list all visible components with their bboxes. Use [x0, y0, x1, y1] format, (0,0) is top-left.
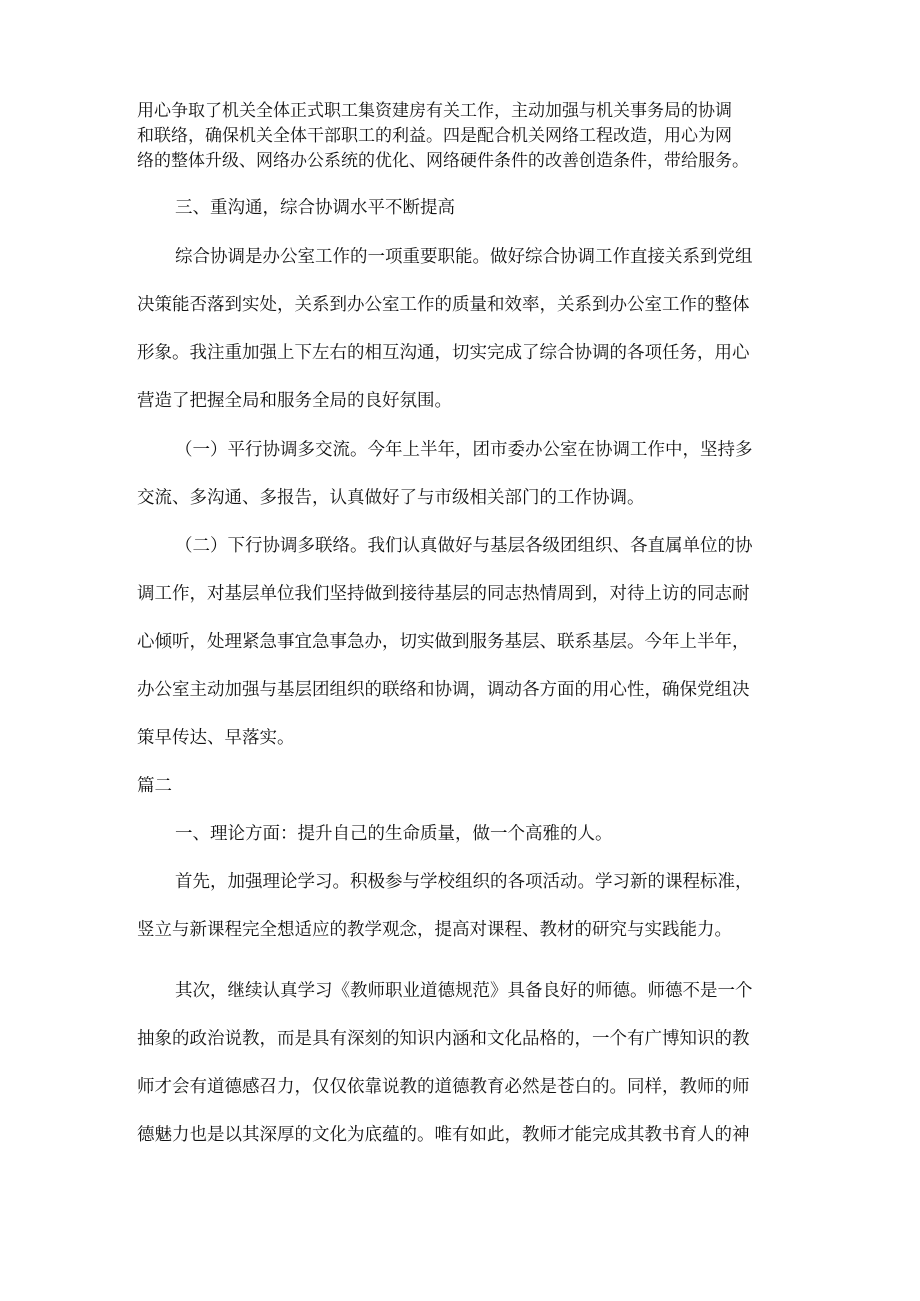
paragraph-line: 用心争取了机关全体正式职工集资建房有关工作，主动加强与机关事务局的协调 — [137, 101, 732, 121]
paragraph-line: （一）平行协调多交流。今年上半年，团市委办公室在协调工作中，坚持多 — [175, 440, 753, 460]
paragraph-line: （二）下行协调多联络。我们认真做好与基层各级团组织、各直属单位的协 — [175, 536, 753, 556]
paragraph-line: 交流、多沟通、多报告，认真做好了与市级相关部门的工作协调。 — [137, 488, 645, 508]
paragraph-line: 形象。我注重加强上下左右的相互沟通，切实完成了综合协调的各项任务，用心 — [137, 343, 750, 363]
paragraph-line: 办公室主动加强与基层团组织的联络和协调，调动各方面的用心性，确保党组决 — [137, 680, 750, 700]
paragraph-line: 策早传达、早落实。 — [137, 728, 295, 748]
paragraph-line: 师才会有道德感召力，仅仅依靠说教的道德教育必然是苍白的。同样，教师的师 — [137, 1077, 750, 1097]
paragraph-line: 调工作，对基层单位我们坚持做到接待基层的同志热情周到，对待上访的同志耐 — [137, 584, 750, 604]
section-heading: 三、重沟通，综合协调水平不断提高 — [175, 198, 455, 218]
paragraph-line: 抽象的政治说教，而是具有深刻的知识内涵和文化品格的，一个有广博知识的教 — [137, 1029, 750, 1049]
part-heading: 篇二 — [137, 776, 172, 796]
paragraph-line: 营造了把握全局和服务全局的良好氛围。 — [137, 391, 452, 411]
paragraph-line: 络的整体升级、网络办公系统的优化、网络硬件条件的改善创造条件，带给服务。 — [137, 151, 749, 171]
paragraph-line: 竖立与新课程完全想适应的教学观念，提高对课程、教材的研究与实践能力。 — [137, 920, 732, 940]
paragraph-line: 心倾听，处理紧急事宜急事急办，切实做到服务基层、联系基层。今年上半年， — [137, 632, 750, 652]
paragraph-line: 其次，继续认真学习《教师职业道德规范》具备良好的师德。师德不是一个 — [175, 981, 753, 1001]
paragraph-line: 德魅力也是以其深厚的文化为底蕴的。唯有如此，教师才能完成其教书育人的神 — [137, 1125, 750, 1145]
paragraph-line: 首先，加强理论学习。积极参与学校组织的各项活动。学习新的课程标准， — [175, 872, 753, 892]
paragraph-line: 决策能否落到实处，关系到办公室工作的质量和效率，关系到办公室工作的整体 — [137, 295, 750, 315]
paragraph-line: 和联络，确保机关全体干部职工的利益。四是配合机关网络工程改造，用心为网 — [137, 126, 732, 146]
section-heading: 一、理论方面：提升自己的生命质量，做一个高雅的人。 — [175, 824, 613, 844]
paragraph-line: 综合协调是办公室工作的一项重要职能。做好综合协调工作直接关系到党组 — [175, 247, 753, 267]
